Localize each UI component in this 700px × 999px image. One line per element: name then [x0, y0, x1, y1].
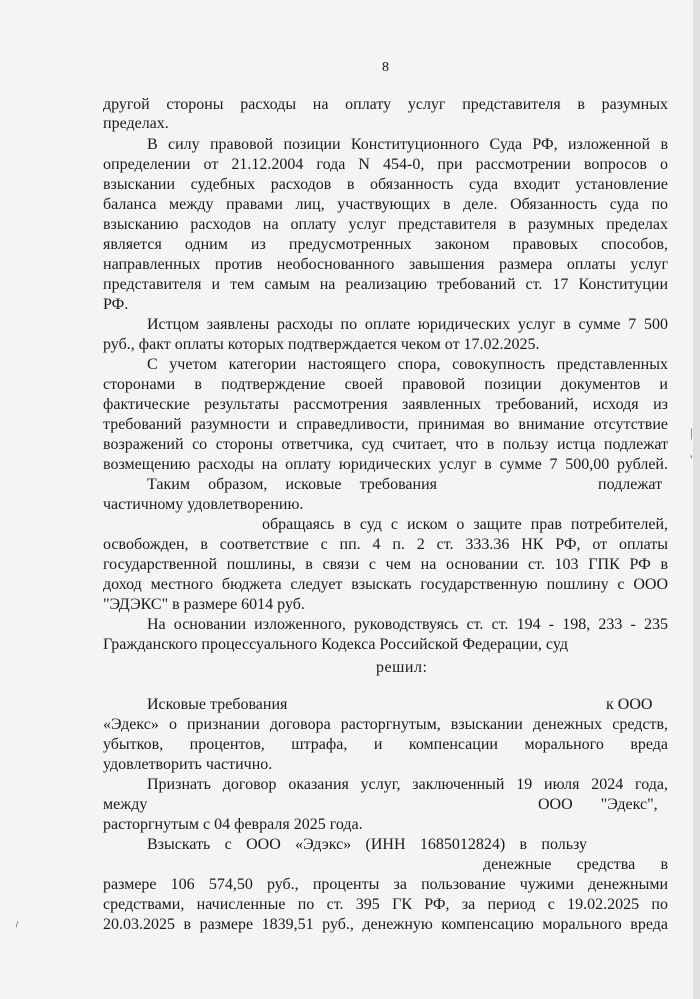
text-line: сторонами в подтверждение своей правовой позиции документов и — [103, 376, 668, 393]
text-line: к ООО — [606, 696, 653, 713]
text-line: Взыскать с ООО «Эдэкс» (ИНН 1685012824) в пользу — [147, 836, 587, 853]
text-line: Таким образом, исковые требования — [147, 476, 437, 493]
text-line: "ЭДЭКС" в размере 6014 руб. — [103, 596, 305, 613]
text-line: 20.03.2025 в размере 1839,51 руб., денежную компенсацию морального вреда — [103, 916, 668, 933]
text-line: определении от 21.12.2004 года N 454-0, при рассмотрении вопросов о — [103, 156, 668, 173]
scan-mark-icon: ' — [690, 452, 693, 467]
text-line: частичному удовлетворению. — [103, 496, 304, 513]
text-line: расторгнутым с 04 февраля 2025 года. — [103, 816, 363, 833]
text-line: ООО "Эдекс", — [538, 796, 658, 813]
text-line: фактические результаты рассмотрения заявленных требований, исходя из — [103, 396, 668, 413]
text-line: денежные средства в — [483, 856, 668, 873]
text-line: является одним из предусмотренных законом правовых способов, — [103, 236, 668, 253]
text-line: подлежат — [598, 476, 663, 493]
text-line: возражений со стороны ответчика, суд считает, что в пользу истца подлежат — [103, 436, 668, 453]
text-line: доход местного бюджета следует взыскать государственную пошлину с ООО — [103, 576, 668, 593]
text-line: обращаясь в суд с иском о защите прав потребителей, — [262, 516, 668, 533]
text-line: Гражданского процессуального Кодекса Российской Федерации, суд — [103, 636, 568, 653]
scan-mark-icon: | — [690, 425, 693, 440]
text-line: между — [103, 796, 148, 813]
text-line: Признать договор оказания услуг, заключенный 19 июля 2024 года, — [147, 776, 668, 793]
text-line: Исковые требования — [147, 696, 288, 713]
text-line: «Эдекс» о признании договора расторгнутым, взыскании денежных средств, — [103, 716, 668, 733]
text-line: Истцом заявлены расходы по оплате юридических услуг в сумме 7 500 — [147, 316, 668, 333]
text-line: взысканию расходов на оплату услуг представителя в разумных пределах — [103, 216, 668, 233]
resolution-heading: решил: — [376, 659, 428, 676]
text-line: руб., факт оплаты которых подтверждается чеком от 17.02.2025. — [103, 336, 540, 353]
text-line: пределах. — [103, 115, 169, 132]
text-line: С учетом категории настоящего спора, совокупность представленных — [147, 356, 668, 373]
page-number: 8 — [382, 60, 389, 75]
text-line: направленных против необоснованного завышения размера оплаты услуг — [103, 256, 668, 273]
text-line: В силу правовой позиции Конституционного Суда РФ, изложенной в — [147, 136, 668, 153]
page-edge-shadow — [693, 0, 700, 999]
scan-mark-icon: ⸝ — [8, 913, 23, 930]
text-line: требований разумности и справедливости, принимая во внимание отсутствие — [103, 416, 668, 433]
text-line: возмещению расходы на оплату юридических услуг в сумме 7 500,00 рублей. — [103, 456, 668, 473]
text-line: убытков, процентов, штрафа, и компенсации морального вреда — [103, 736, 668, 753]
text-line: удовлетворить частично. — [103, 756, 273, 773]
text-line: освобожден, в соответствие с пп. 4 п. 2 ст. 333.36 НК РФ, от оплаты — [103, 536, 668, 553]
text-line: средствами, начисленные по ст. 395 ГК РФ, за период с 19.02.2025 по — [103, 896, 668, 913]
text-line: На основании изложенного, руководствуясь ст. ст. 194 - 198, 233 - 235 — [147, 616, 668, 633]
text-line: взыскании судебных расходов в обязанность суда входит установление — [103, 176, 668, 193]
text-line: размере 106 574,50 руб., проценты за пользование чужими денежными — [103, 876, 668, 893]
text-line: баланса между правами лиц, участвующих в деле. Обязанность суда по — [103, 196, 668, 213]
text-line: РФ. — [103, 296, 129, 313]
text-line: государственной пошлины, в связи с чем на основании ст. 103 ГПК РФ в — [103, 556, 668, 573]
text-line: представителя и тем самым на реализацию требований ст. 17 Конституции — [103, 276, 668, 293]
text-line: другой стороны расходы на оплату услуг представителя в разумных — [103, 96, 668, 113]
